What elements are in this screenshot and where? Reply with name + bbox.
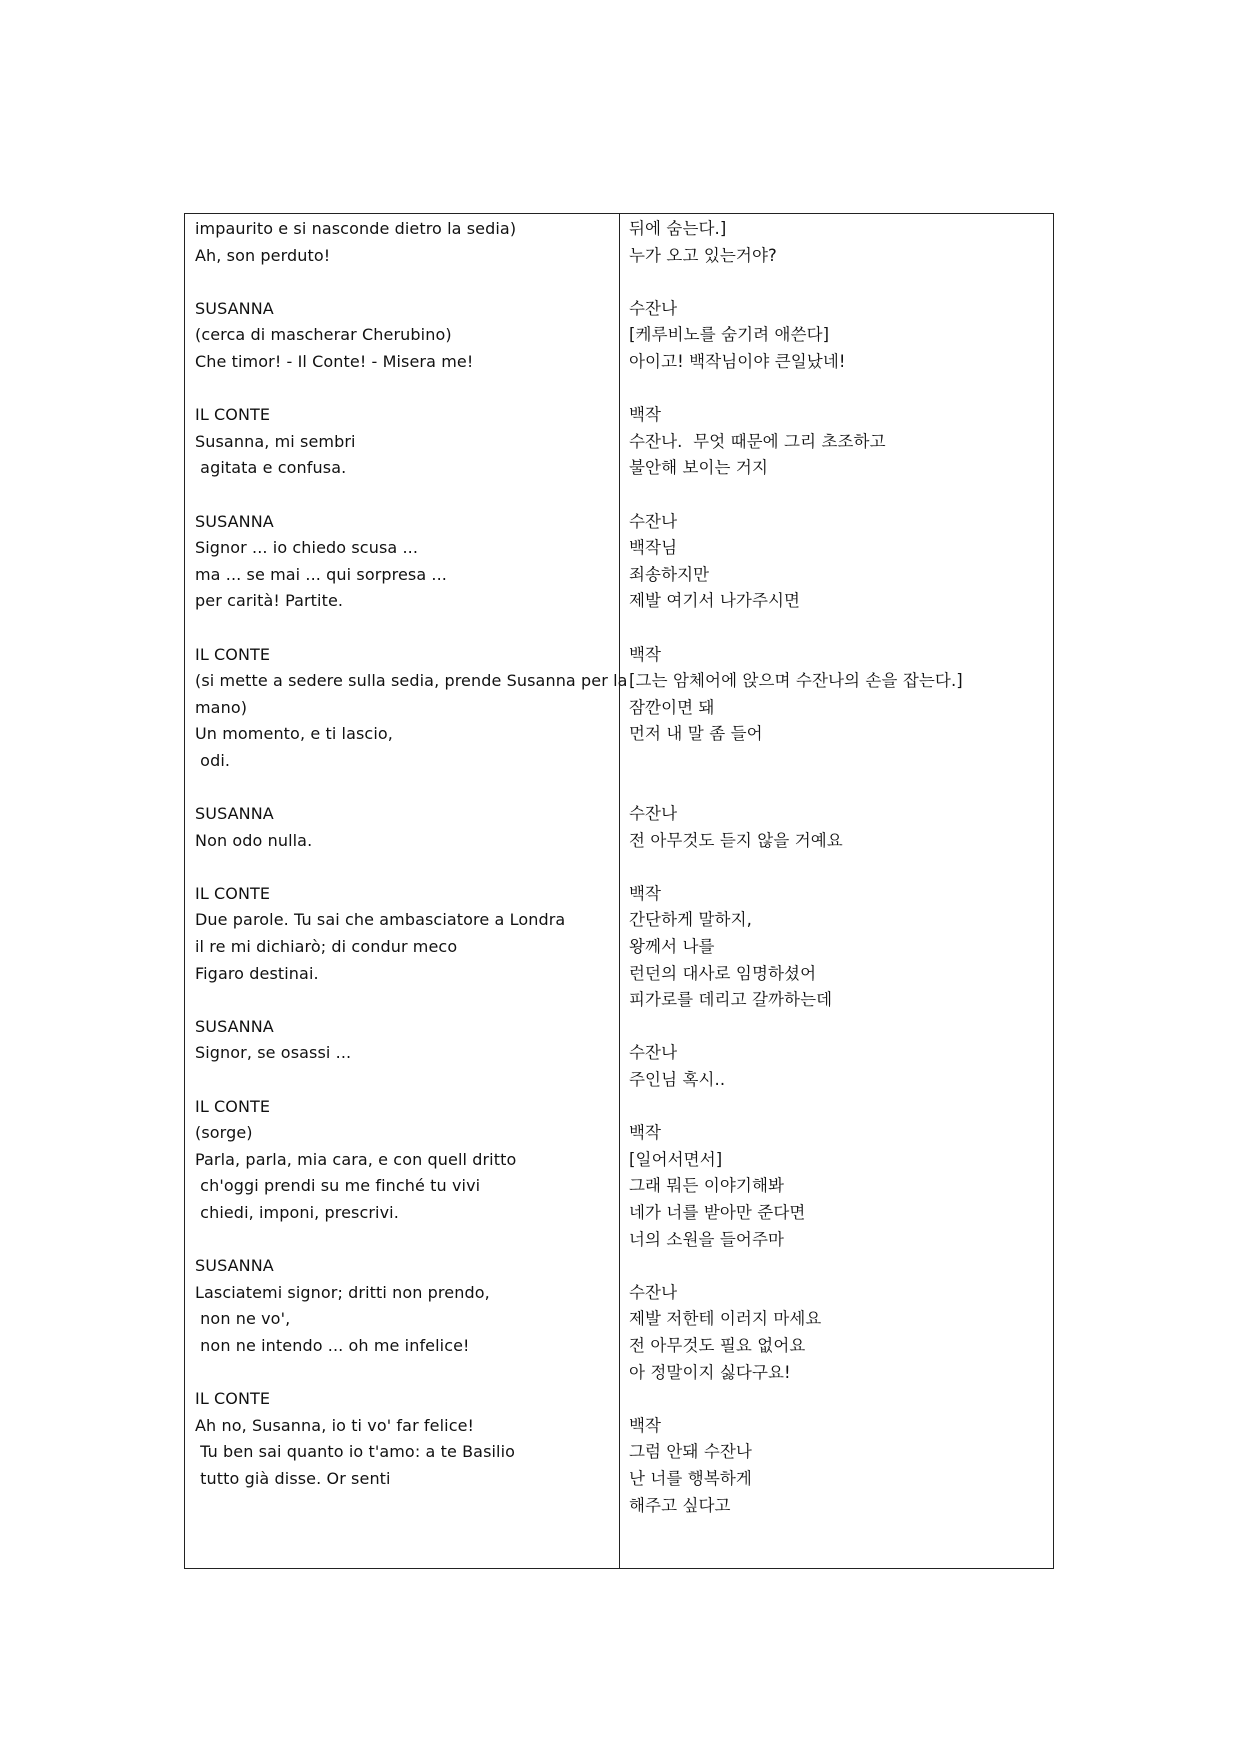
korean-speaker-name: 수잔나 [629, 804, 678, 824]
korean-blank-line [629, 748, 1049, 775]
korean-column [629, 214, 1049, 1568]
korean-text-line: 제발 저한테 이러지 마세요 [629, 1309, 822, 1329]
korean-dialogue-block [629, 402, 1049, 482]
italian-dialogue-block [195, 509, 615, 615]
korean-speaker-name: 백작 [629, 1415, 662, 1435]
italian-text-line: Due parole. Tu sai che ambasciatore a Londra [195, 910, 566, 930]
column-divider [619, 214, 620, 1568]
italian-dialogue-block [195, 296, 615, 376]
italian-dialogue-block [195, 1094, 615, 1227]
korean-text-line: 죄송하지만 [629, 564, 710, 584]
italian-speaker-name: IL CONTE [195, 883, 271, 903]
italian-text-line: odi. [195, 750, 231, 770]
korean-text-line: 그럼 안돼 수잔나 [629, 1442, 752, 1462]
italian-text-line: Susanna, mi sembri [195, 431, 356, 451]
korean-text-line: 누가 오고 있는거야? [629, 245, 777, 265]
korean-text-line: 먼저 내 말 좀 들어 [629, 724, 763, 744]
korean-text-line: 주인님 혹시.. [629, 1070, 726, 1089]
italian-text-line: Tu ben sai quanto io t'amo: a te Basilio [195, 1442, 516, 1462]
korean-text-line: 네가 너를 받아만 준다면 [629, 1202, 806, 1222]
italian-text-line: Un momento, e ti lascio, [195, 724, 393, 744]
korean-text-line: [그는 암체어에 앉으며 수잔나의 손을 잡는다.] [629, 671, 963, 691]
italian-text-line: Ah no, Susanna, io ti vo' far felice! [195, 1415, 475, 1435]
italian-dialogue-block [195, 801, 615, 854]
italian-speaker-name: IL CONTE [195, 644, 271, 664]
korean-dialogue-block [629, 1280, 1049, 1386]
korean-dialogue-block [629, 509, 1049, 615]
italian-text-line: agitata e confusa. [195, 458, 347, 478]
korean-text-line: 해주고 싶다고 [629, 1495, 731, 1515]
korean-text-line: [케루비노를 숨기려 애쓴다] [629, 325, 830, 345]
italian-text-line: (si mette a sedere sulla sedia, prende Susanna per la [195, 671, 628, 691]
korean-speaker-name: 백작 [629, 883, 662, 903]
italian-speaker-name: IL CONTE [195, 1096, 271, 1116]
italian-text-line: Parla, parla, mia cara, e con quell dritto [195, 1149, 517, 1169]
korean-speaker-name: 수잔나 [629, 511, 678, 531]
korean-text-line: 잠깐이면 돼 [629, 697, 715, 717]
korean-dialogue-block [629, 801, 1049, 854]
korean-speaker-name: 백작 [629, 1123, 662, 1143]
italian-dialogue-block [195, 881, 615, 987]
italian-dialogue-block [195, 1386, 615, 1492]
korean-text-line: 백작님 [629, 538, 678, 558]
italian-speaker-name: IL CONTE [195, 1389, 271, 1409]
korean-text-line: 전 아무것도 듣지 않을 거예요 [629, 830, 843, 850]
korean-text-line: 런던의 대사로 임명하셨어 [629, 963, 817, 983]
korean-text-line: 제발 여기서 나가주시면 [629, 591, 801, 611]
italian-speaker-name: IL CONTE [195, 405, 271, 425]
korean-text-line: 난 너를 행복하게 [629, 1468, 752, 1488]
italian-speaker-name: SUSANNA [195, 1256, 274, 1276]
korean-dialogue-block [629, 1040, 1049, 1093]
korean-text-line: 수잔나. 무엇 때문에 그리 초조하고 [629, 431, 886, 451]
italian-dialogue-block [195, 1253, 615, 1359]
italian-dialogue-block [195, 642, 628, 775]
korean-speaker-name: 수잔나 [629, 1043, 678, 1063]
italian-text-line: non ne intendo ... oh me infelice! [195, 1335, 470, 1355]
italian-text-line: Che timor! - Il Conte! - Misera me! [195, 351, 474, 371]
italian-text-line: il re mi dichiarò; di condur meco [195, 937, 458, 957]
korean-speaker-name: 백작 [629, 405, 662, 425]
italian-dialogue-block [195, 1014, 615, 1067]
korean-text-line: 왕께서 나를 [629, 937, 715, 957]
italian-text-line: Ah, son perduto! [195, 245, 331, 265]
italian-speaker-name: SUSANNA [195, 804, 274, 824]
korean-text-line: 그래 뭐든 이야기해봐 [629, 1176, 785, 1196]
libretto-table [184, 213, 1054, 1569]
italian-text-line: ma ... se mai ... qui sorpresa ... [195, 564, 447, 584]
italian-text-line: Lasciatemi signor; dritti non prendo, [195, 1282, 490, 1302]
korean-dialogue-block [629, 642, 1049, 775]
korean-text-line: 뒤에 숨는다.] [629, 219, 727, 238]
italian-text-line: tutto già disse. Or senti [195, 1468, 391, 1488]
italian-column [195, 214, 628, 1568]
italian-text-line: impaurito e si nasconde dietro la sedia) [195, 219, 517, 238]
korean-dialogue-block [629, 216, 1049, 269]
italian-speaker-name: SUSANNA [195, 511, 274, 531]
korean-text-line: 아이고! 백작님이야 큰일났네! [629, 351, 846, 371]
italian-text-line: (cerca di mascherar Cherubino) [195, 325, 452, 345]
korean-text-line: 피가로를 데리고 갈까하는데 [629, 990, 833, 1010]
korean-dialogue-block [629, 1413, 1049, 1519]
korean-dialogue-block [629, 881, 1049, 1014]
korean-text-line: 너의 소원을 들어주마 [629, 1229, 785, 1249]
italian-text-line: chiedi, imponi, prescrivi. [195, 1202, 399, 1222]
korean-text-line: 불안해 보이는 거지 [629, 458, 769, 478]
korean-text-line: 아 정말이지 싫다구요! [629, 1362, 791, 1382]
italian-text-line: Figaro destinai. [195, 963, 319, 983]
korean-speaker-name: 백작 [629, 644, 662, 664]
italian-text-line: mano) [195, 697, 248, 717]
korean-text-line: 간단하게 말하지, [629, 910, 752, 930]
korean-speaker-name: 수잔나 [629, 298, 678, 318]
korean-dialogue-block [629, 296, 1049, 376]
korean-text-line: 전 아무것도 필요 없어요 [629, 1335, 806, 1355]
italian-text-line: (sorge) [195, 1123, 253, 1143]
italian-speaker-name: SUSANNA [195, 298, 274, 318]
italian-dialogue-block [195, 216, 615, 269]
korean-dialogue-block [629, 1120, 1049, 1253]
italian-text-line: non ne vo', [195, 1309, 291, 1329]
korean-speaker-name: 수잔나 [629, 1282, 678, 1302]
italian-text-line: Non odo nulla. [195, 830, 313, 850]
italian-dialogue-block [195, 402, 615, 482]
italian-text-line: per carità! Partite. [195, 591, 344, 611]
italian-text-line: ch'oggi prendi su me finché tu vivi [195, 1176, 481, 1196]
italian-text-line: Signor ... io chiedo scusa ... [195, 538, 419, 558]
korean-text-line: [일어서면서] [629, 1149, 723, 1169]
italian-speaker-name: SUSANNA [195, 1016, 274, 1036]
italian-text-line: Signor, se osassi ... [195, 1043, 352, 1063]
